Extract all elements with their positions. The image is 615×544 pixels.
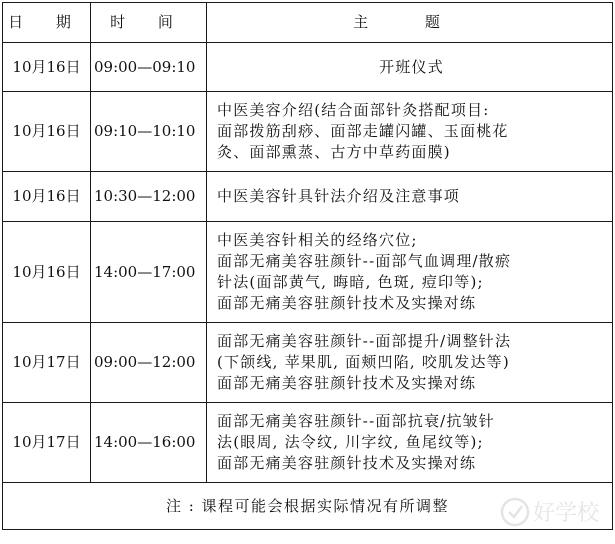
header-row	[3, 3, 613, 43]
topic-line: 中医美容针具针法介绍及注意事项	[217, 187, 461, 205]
topic-line: 面部无痛美容驻颜针技术及实操对练	[217, 454, 477, 472]
topic-cell	[207, 43, 613, 92]
header-time: 时 间	[91, 3, 207, 43]
topic-line: 灸、面部熏蒸、古方中草药面膜)	[217, 143, 451, 161]
time-cell: 14:00—16:00	[91, 403, 207, 483]
topic-line: 面部无痛美容驻颜针技术及实操对练	[217, 374, 477, 392]
topic-line: 中医美容介绍(结合面部针灸搭配项目:	[217, 101, 490, 119]
note-text: 注 : 课程可能会根据实际情况有所调整	[3, 483, 613, 530]
time-cell: 09:00—12:00	[91, 323, 207, 403]
date-cell: 10月16日	[3, 172, 91, 222]
watermark-text: 好学校	[533, 501, 600, 526]
date-cell: 10月16日	[3, 43, 91, 92]
topic-line: 开班仪式	[379, 57, 444, 76]
schedule-table	[2, 2, 613, 530]
topic-line: 面部无痛美容驻颜针--面部气血调理/散瘀	[217, 252, 512, 270]
table-row	[3, 403, 613, 483]
topic-cell	[207, 222, 613, 323]
time-cell: 14:00—17:00	[91, 222, 207, 323]
time-cell: 10:30—12:00	[91, 172, 207, 222]
topic-cell	[207, 323, 613, 403]
time-cell: 09:00—09:10	[91, 43, 207, 92]
topic-line: 面部无痛美容驻颜针技术及实操对练	[217, 294, 477, 312]
topic-cell	[207, 403, 613, 483]
topic-line: 面部无痛美容驻颜针--面部提升/调整针法	[217, 332, 512, 350]
topic-line: 针法(面部黄气, 晦暗, 色斑, 痘印等);	[217, 273, 484, 291]
table-row	[3, 43, 613, 92]
date-cell: 10月16日	[3, 222, 91, 323]
date-cell: 10月17日	[3, 403, 91, 483]
note-row	[3, 483, 613, 530]
topic-line: 面部无痛美容驻颜针--面部抗衰/抗皱针	[217, 412, 495, 430]
header-topic: 主 题	[207, 3, 613, 43]
time-cell: 09:10—10:10	[91, 92, 207, 172]
topic-line: 面部拨筋刮痧、面部走罐闪罐、玉面桃花	[217, 122, 509, 140]
date-cell: 10月16日	[3, 92, 91, 172]
topic-line: 中医美容针相关的经络穴位;	[217, 231, 418, 249]
table-row	[3, 222, 613, 323]
table-row	[3, 323, 613, 403]
topic-cell	[207, 172, 613, 222]
topic-line: (下颌线, 苹果肌, 面颊凹陷, 咬肌发达等)	[217, 353, 510, 371]
topic-cell	[207, 92, 613, 172]
date-cell: 10月17日	[3, 323, 91, 403]
table-row	[3, 172, 613, 222]
header-date: 日 期	[3, 3, 91, 43]
table-row	[3, 92, 613, 172]
topic-line: 法(眼周, 法令纹, 川字纹, 鱼尾纹等);	[217, 433, 484, 451]
